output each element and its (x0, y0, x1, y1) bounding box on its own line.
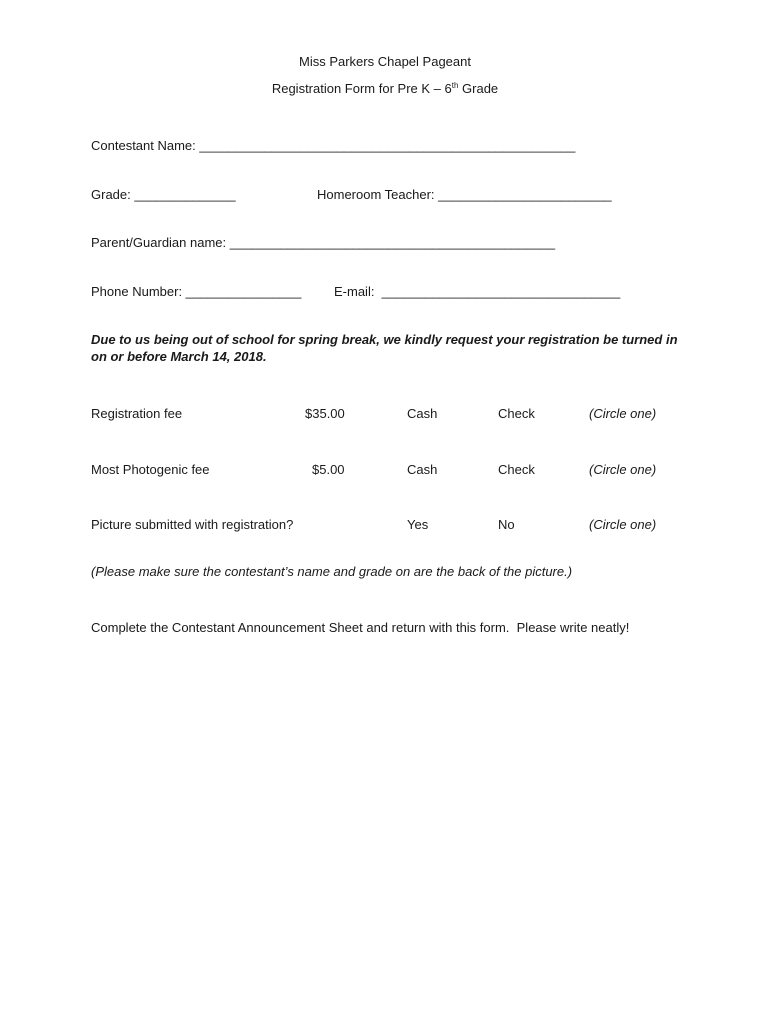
form-subtitle (0, 81, 770, 97)
cash-option[interactable]: Cash (407, 462, 438, 477)
picture-instruction: (Please make sure the contestant’s name and grade on are the back of the picture.) (91, 564, 573, 579)
circle-one-note: (Circle one) (589, 462, 657, 477)
cash-option[interactable]: Cash (407, 406, 438, 421)
form-title: Miss Parkers Chapel Pageant (299, 54, 471, 69)
picture-question: Picture submitted with registration? (91, 517, 294, 532)
check-option[interactable]: Check (498, 406, 535, 421)
fee-amount: $5.00 (312, 462, 345, 477)
yes-option[interactable]: Yes (407, 517, 429, 532)
check-option[interactable]: Check (498, 462, 535, 477)
closing-instruction: Complete the Contestant Announcement Sheet and return with this form. Please write neatly! (91, 620, 630, 635)
phone-number-field[interactable]: Phone Number: ________________ (91, 284, 302, 299)
fee-amount: $35.00 (305, 406, 345, 421)
fee-label: Registration fee (91, 406, 183, 421)
homeroom-teacher-field[interactable]: Homeroom Teacher: ________________________ (317, 187, 612, 202)
deadline-notice: Due to us being out of school for spring break, we kindly request your registration be turned in on or before March 14, 2018. (91, 332, 678, 364)
circle-one-note: (Circle one) (589, 406, 657, 421)
grade-field[interactable]: Grade: ______________ (91, 187, 236, 202)
form-subtitle-prefix: Registration Form for Pre K – 6 (271, 81, 452, 96)
form-subtitle-superscript: th (451, 81, 459, 90)
parent-guardian-field[interactable]: Parent/Guardian name: _____________________________________________ (91, 235, 556, 250)
fee-label: Most Photogenic fee (91, 462, 210, 477)
email-field[interactable]: E-mail: _________________________________ (334, 284, 621, 299)
no-option[interactable]: No (498, 517, 515, 532)
form-subtitle-suffix: Grade (458, 81, 499, 96)
contestant-name-field[interactable]: Contestant Name: ____________________________________________________ (91, 138, 576, 153)
circle-one-note: (Circle one) (589, 517, 657, 532)
